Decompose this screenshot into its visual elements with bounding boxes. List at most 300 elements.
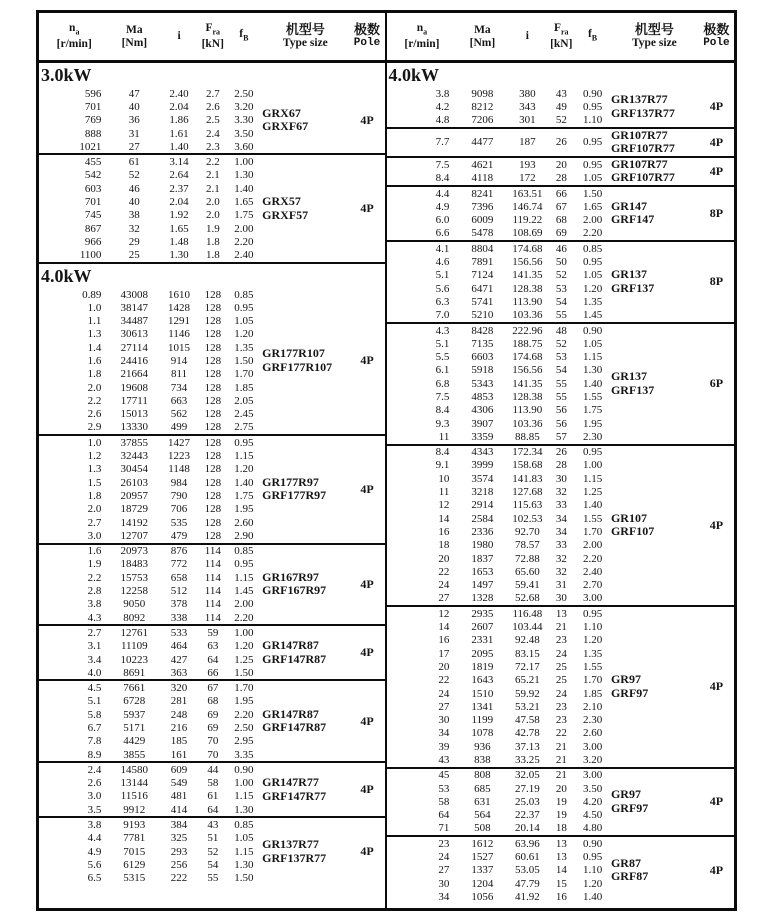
- type-size: [261, 347, 349, 374]
- pole-value: 4P: [360, 645, 374, 660]
- cell-fra: 66: [207, 666, 219, 679]
- cell-i: 172: [519, 172, 536, 185]
- cell-i: 663: [170, 394, 188, 407]
- cell-ma: 7781: [123, 832, 146, 845]
- cell-fra: 25: [555, 660, 567, 673]
- cell-fb: 3.50: [234, 127, 254, 140]
- cell-ma: 7891: [471, 256, 494, 269]
- cell-i: 734: [170, 381, 188, 394]
- cell-i: 1.30: [169, 249, 189, 262]
- table-row: [39, 288, 261, 301]
- col-header-label: i: [525, 30, 529, 42]
- cell-fb: 2.95: [234, 735, 254, 748]
- cell-fra: 31: [555, 579, 567, 592]
- cell-ma: 46: [128, 182, 140, 195]
- cell-ma: 8804: [471, 242, 494, 255]
- cell-fra: 57: [555, 430, 567, 443]
- cell-fb: 2.00: [582, 214, 603, 227]
- cell-fra: 114: [204, 571, 221, 584]
- pole-value: 4P: [709, 679, 724, 694]
- cell-fra: 55: [555, 377, 567, 390]
- cell-ma: 4853: [471, 390, 494, 403]
- cell-fb: 1.55: [582, 390, 603, 403]
- table-row: [387, 295, 610, 308]
- cell-fb: 0.85: [234, 288, 254, 301]
- cell-i: 103.44: [512, 621, 543, 634]
- cell-ma: 13144: [120, 777, 149, 790]
- cell-fra: 128: [204, 463, 222, 476]
- cell-fra: 52: [555, 269, 567, 282]
- cell-fb: 1.05: [582, 269, 603, 282]
- cell-ma: 8092: [123, 611, 146, 624]
- cell-fra: 13: [555, 607, 567, 620]
- type-size-line: GRF107R77: [610, 170, 675, 185]
- cell-ma: 1328: [471, 592, 494, 605]
- data-block: [387, 446, 735, 608]
- cell-fra: 24: [555, 687, 567, 700]
- table-row: [387, 213, 610, 226]
- cell-fb: 2.00: [582, 539, 603, 552]
- cell-ma: 37855: [120, 436, 149, 449]
- cell-na: 2.0: [87, 381, 102, 394]
- cell-fra: 128: [204, 529, 222, 542]
- cell-ma: 1341: [471, 700, 494, 713]
- cell-fb: 1.10: [582, 621, 603, 634]
- cell-fb: 1.70: [582, 525, 603, 538]
- type-size-line: GRF137R77: [610, 105, 675, 120]
- cell-ma: 936: [474, 740, 491, 753]
- cell-i: 281: [170, 695, 188, 708]
- cell-fb: 1.40: [582, 499, 603, 512]
- cell-ma: 2584: [471, 512, 494, 525]
- cell-fb: 0.95: [582, 851, 603, 864]
- table-row: [39, 155, 261, 168]
- cell-fra: 21: [555, 740, 567, 753]
- cell-fra: 25: [555, 674, 567, 687]
- table-row: [39, 114, 261, 127]
- type-size-line: GR107R77: [610, 156, 668, 171]
- table-row: [387, 592, 610, 605]
- cell-fb: 1.75: [234, 209, 254, 222]
- type-size-line: GR177R97: [262, 474, 319, 489]
- type-size-line: GRF177R97: [262, 488, 327, 503]
- cell-fra: 32: [555, 552, 567, 565]
- cell-na: 2.6: [87, 777, 102, 790]
- cell-ma: 685: [474, 782, 491, 795]
- cell-fra: 54: [207, 858, 219, 871]
- cell-i: 158.68: [512, 459, 543, 472]
- cell-i: 380: [519, 87, 536, 100]
- table-row: [387, 390, 610, 403]
- cell-na: 596: [84, 87, 102, 100]
- cell-na: 6.1: [435, 364, 450, 377]
- cell-ma: 12761: [120, 626, 149, 639]
- table-row: [39, 368, 261, 381]
- cell-na: 2.4: [87, 763, 102, 776]
- cell-fra: 1.8: [205, 235, 220, 248]
- cell-ma: 8691: [123, 666, 146, 679]
- cell-fb: 2.40: [582, 565, 603, 578]
- cell-i: 1223: [168, 450, 191, 463]
- cell-ma: 7661: [123, 682, 146, 695]
- cell-na: 27: [438, 700, 450, 713]
- data-block: [387, 769, 735, 837]
- pole-value: 4P: [360, 844, 374, 859]
- cell-ma: 40: [128, 196, 140, 209]
- table-row: [39, 832, 261, 845]
- cell-ma: 1837: [471, 552, 494, 565]
- type-size-line: GR147R87: [262, 706, 319, 721]
- cell-i: 1.65: [169, 222, 189, 235]
- cell-fra: 55: [555, 309, 567, 322]
- cell-fb: 2.75: [234, 421, 254, 434]
- cell-na: 9.3: [435, 417, 450, 430]
- table-row: [387, 753, 610, 766]
- table-row: [39, 222, 261, 235]
- cell-i: 156.56: [512, 364, 543, 377]
- type-size-line: GR137R77: [610, 92, 668, 107]
- cell-na: 769: [84, 114, 102, 127]
- cell-na: 1.9: [87, 558, 102, 571]
- cell-i: 1.40: [169, 140, 189, 153]
- type-size-line: GRF147R87: [262, 651, 327, 666]
- cell-fb: 2.40: [234, 249, 254, 262]
- cell-fra: 114: [204, 585, 221, 598]
- type-size-line: GR177R107: [262, 346, 325, 361]
- cell-ma: 20957: [120, 489, 149, 502]
- cell-na: 3.0: [87, 790, 102, 803]
- cell-fra: 58: [207, 777, 219, 790]
- cell-fra: 23: [555, 634, 567, 647]
- cell-fra: 53: [555, 282, 567, 295]
- type-size: [610, 200, 699, 227]
- table-row: [39, 209, 261, 222]
- cell-na: 4.9: [87, 845, 102, 858]
- table-header: [387, 13, 735, 63]
- left-table: [39, 13, 387, 908]
- cell-ma: 1527: [471, 851, 494, 864]
- data-block: [387, 242, 735, 324]
- col-header-unit: [kN]: [550, 38, 573, 51]
- cell-fra: 44: [207, 763, 219, 776]
- cell-i: 47.79: [514, 877, 540, 890]
- cell-i: 914: [170, 354, 188, 367]
- cell-ma: 14580: [120, 763, 149, 776]
- cell-fb: 0.95: [582, 256, 603, 269]
- cell-fb: 0.90: [234, 763, 254, 776]
- cell-ma: 2331: [471, 634, 494, 647]
- cell-na: 1.3: [87, 328, 102, 341]
- cell-na: 39: [438, 740, 450, 753]
- cell-na: 8.4: [435, 172, 450, 185]
- cell-ma: 1819: [471, 660, 494, 673]
- pole-value: 4P: [360, 713, 374, 728]
- cell-fra: 21: [555, 769, 567, 782]
- cell-na: 22: [438, 565, 450, 578]
- cell-fra: 69: [555, 227, 567, 240]
- table-row: [39, 328, 261, 341]
- table-row: [39, 249, 261, 262]
- data-block: [39, 681, 385, 763]
- cell-i: 193: [519, 158, 536, 171]
- table-row: [387, 350, 610, 363]
- table-row: [387, 877, 610, 890]
- data-block: [39, 545, 385, 627]
- cell-fra: 19: [555, 795, 567, 808]
- type-size: [610, 788, 699, 815]
- col-header-label: $f_B$: [239, 28, 249, 43]
- table-row: [39, 503, 261, 516]
- pole-value: 4P: [709, 862, 724, 877]
- cell-na: 4.5: [87, 682, 102, 695]
- cell-fb: 2.20: [582, 227, 603, 240]
- cell-ma: 10223: [120, 653, 149, 666]
- table-row: [387, 136, 610, 149]
- cell-i: 414: [170, 803, 188, 816]
- cell-fra: 63: [207, 640, 219, 653]
- cell-fra: 66: [555, 187, 567, 200]
- table-row: [387, 837, 610, 850]
- table-body: [387, 63, 735, 908]
- table-row: [387, 769, 610, 782]
- right-table: [387, 13, 735, 908]
- col-header-unit: [Nm]: [121, 36, 148, 49]
- cell-na: 7.8: [87, 735, 102, 748]
- cell-fra: 64: [207, 653, 219, 666]
- cell-fb: 2.90: [234, 529, 254, 542]
- table-row: [39, 598, 261, 611]
- cell-fb: 1.10: [582, 864, 603, 877]
- type-size-line: GR97: [610, 672, 641, 687]
- type-header-zh: 机型号: [634, 22, 674, 37]
- data-block: [39, 155, 385, 263]
- table-row: [39, 489, 261, 502]
- table-row: [39, 341, 261, 354]
- cell-na: 701: [84, 100, 102, 113]
- type-size: [261, 195, 349, 222]
- cell-ma: 1337: [471, 864, 494, 877]
- cell-i: 464: [170, 640, 188, 653]
- cell-i: 141.35: [512, 269, 543, 282]
- cell-fra: 70: [207, 748, 219, 761]
- block-rows: [39, 288, 261, 434]
- cell-fb: 1.20: [234, 640, 254, 653]
- table-header: [39, 13, 385, 63]
- cell-ma: 2935: [471, 607, 494, 620]
- cell-i: 1015: [168, 341, 191, 354]
- type-size-line: GRF147R87: [262, 720, 327, 735]
- cell-na: 1.1: [87, 315, 102, 328]
- col-header-label: $F_{ra}$: [205, 21, 221, 37]
- table-row: [39, 381, 261, 394]
- cell-fb: 0.95: [582, 446, 603, 459]
- table-row: [387, 227, 610, 240]
- cell-i: 1610: [168, 288, 191, 301]
- cell-na: 2.7: [87, 626, 102, 639]
- pole-value: 6P: [709, 376, 724, 391]
- cell-na: 30: [438, 714, 450, 727]
- cell-fra: 22: [555, 727, 567, 740]
- cell-ma: 5210: [471, 309, 494, 322]
- cell-na: 3.4: [87, 653, 102, 666]
- table-row: [387, 324, 610, 337]
- type-size-line: GRF97: [610, 800, 649, 815]
- cell-i: 161: [170, 748, 188, 761]
- type-size-line: GR87: [610, 855, 641, 870]
- cell-i: 512: [170, 585, 188, 598]
- type-size: [261, 776, 349, 803]
- col-header-ma: [457, 24, 507, 50]
- cell-fra: 54: [555, 364, 567, 377]
- table-row: [387, 187, 610, 200]
- type-size-line: GRF147R77: [262, 788, 327, 803]
- pole-value: 4P: [360, 201, 374, 216]
- type-size-line: GRF97: [610, 685, 649, 700]
- cell-i: 115.63: [512, 499, 543, 512]
- cell-fb: 2.00: [234, 222, 254, 235]
- cell-ma: 30454: [120, 463, 149, 476]
- table-row: [39, 611, 261, 624]
- cell-fb: 1.70: [234, 682, 254, 695]
- cell-fb: 1.85: [234, 381, 254, 394]
- cell-ma: 5171: [123, 722, 146, 734]
- type-size-line: GR137: [610, 267, 647, 282]
- cell-i: 772: [170, 558, 188, 571]
- cell-fb: 1.15: [582, 472, 603, 485]
- cell-fra: 18: [555, 822, 567, 835]
- cell-fb: 1.75: [582, 404, 603, 417]
- block-rows: [387, 607, 610, 767]
- table-row: [39, 421, 261, 434]
- cell-na: 2.2: [87, 571, 102, 584]
- cell-fra: 23: [555, 714, 567, 727]
- cell-na: 1.0: [87, 436, 102, 449]
- table-row: [387, 282, 610, 295]
- cell-fb: 0.85: [234, 545, 254, 558]
- cell-na: 8.4: [435, 404, 450, 417]
- pole-value: 4P: [360, 782, 374, 797]
- cell-i: 113.90: [512, 295, 543, 308]
- cell-na: 4.1: [435, 242, 450, 255]
- cell-fb: 1.20: [582, 282, 603, 295]
- cell-na: 30: [438, 877, 450, 890]
- cell-na: 7.0: [435, 309, 450, 322]
- cell-fb: 0.95: [582, 136, 603, 149]
- cell-i: 52.68: [514, 592, 540, 605]
- cell-fra: 2.1: [205, 182, 220, 195]
- cell-fb: 1.40: [234, 476, 254, 489]
- table-row: [39, 195, 261, 208]
- type-size-line: GRXF57: [262, 207, 309, 222]
- cell-fra: 26: [555, 446, 567, 459]
- cell-i: 1428: [168, 301, 191, 314]
- block-rows: [387, 769, 610, 835]
- cell-fb: 2.05: [234, 394, 254, 407]
- cell-ma: 29: [128, 235, 140, 248]
- block-rows: [39, 545, 261, 625]
- cell-i: 103.36: [512, 417, 543, 430]
- cell-fra: 1.9: [205, 222, 220, 235]
- col-header-label: $f_B$: [587, 28, 598, 43]
- table-row: [387, 565, 610, 578]
- cell-fra: 2.3: [205, 140, 220, 153]
- cell-na: 11: [438, 486, 450, 499]
- cell-na: 3.8: [435, 87, 450, 100]
- cell-na: 24: [438, 851, 450, 864]
- cell-ma: 9050: [123, 598, 146, 611]
- table-row: [39, 735, 261, 748]
- cell-na: 20: [438, 552, 450, 565]
- cell-fra: 128: [204, 516, 222, 529]
- pole-header-en: Pole: [703, 37, 730, 49]
- block-rows: [39, 763, 261, 816]
- cell-fb: 1.95: [234, 503, 254, 516]
- cell-fra: 51: [207, 832, 219, 845]
- cell-na: 4.0: [87, 666, 102, 679]
- cell-i: 1148: [168, 463, 190, 476]
- type-size-line: GRF137: [610, 382, 655, 397]
- table-row: [39, 818, 261, 831]
- cell-ma: 4621: [471, 158, 494, 171]
- cell-na: 5.6: [87, 858, 102, 871]
- cell-ma: 12707: [120, 529, 149, 542]
- cell-fra: 59: [207, 626, 219, 639]
- cell-fb: 2.50: [234, 87, 254, 100]
- table-row: [39, 858, 261, 871]
- type-size-line: GR147: [610, 198, 647, 213]
- cell-fb: 1.30: [582, 364, 603, 377]
- pole-value: 4P: [709, 99, 724, 114]
- type-size-line: GR97: [610, 787, 641, 802]
- cell-na: 1.3: [87, 463, 102, 476]
- cell-ma: 6728: [123, 695, 146, 708]
- cell-na: 5.1: [87, 695, 102, 708]
- cell-i: 320: [170, 682, 188, 695]
- cell-fb: 3.20: [582, 754, 603, 766]
- cell-fra: 2.7: [205, 87, 220, 100]
- cell-i: 92.70: [514, 525, 540, 538]
- col-header-i: [507, 30, 547, 43]
- cell-na: 1.6: [87, 545, 102, 558]
- table-row: [39, 169, 261, 182]
- cell-fb: 1.05: [234, 832, 254, 845]
- cell-i: 535: [170, 516, 188, 529]
- cell-fra: 128: [204, 341, 222, 354]
- cell-na: 34: [438, 890, 450, 903]
- spec-table: [36, 10, 737, 911]
- cell-fb: 2.10: [582, 700, 603, 713]
- cell-i: 811: [171, 368, 188, 381]
- cell-ma: 47: [128, 87, 140, 100]
- cell-fra: 20: [555, 158, 567, 171]
- cell-i: 216: [170, 722, 188, 734]
- cell-fra: 43: [207, 819, 219, 832]
- cell-na: 5.5: [435, 351, 450, 364]
- block-rows: [39, 681, 261, 761]
- cell-i: 2.04: [169, 196, 189, 209]
- cell-na: 64: [438, 809, 450, 822]
- type-size: [261, 838, 349, 865]
- cell-fb: 2.70: [582, 579, 603, 592]
- cell-ma: 2607: [471, 621, 494, 634]
- col-header-na: [387, 22, 458, 51]
- cell-ma: 3574: [471, 472, 494, 485]
- cell-fb: 1.05: [582, 172, 603, 185]
- cell-fb: 1.45: [582, 309, 603, 322]
- table-row: [387, 485, 610, 498]
- cell-na: 2.9: [87, 421, 102, 434]
- cell-ma: 8428: [471, 324, 494, 337]
